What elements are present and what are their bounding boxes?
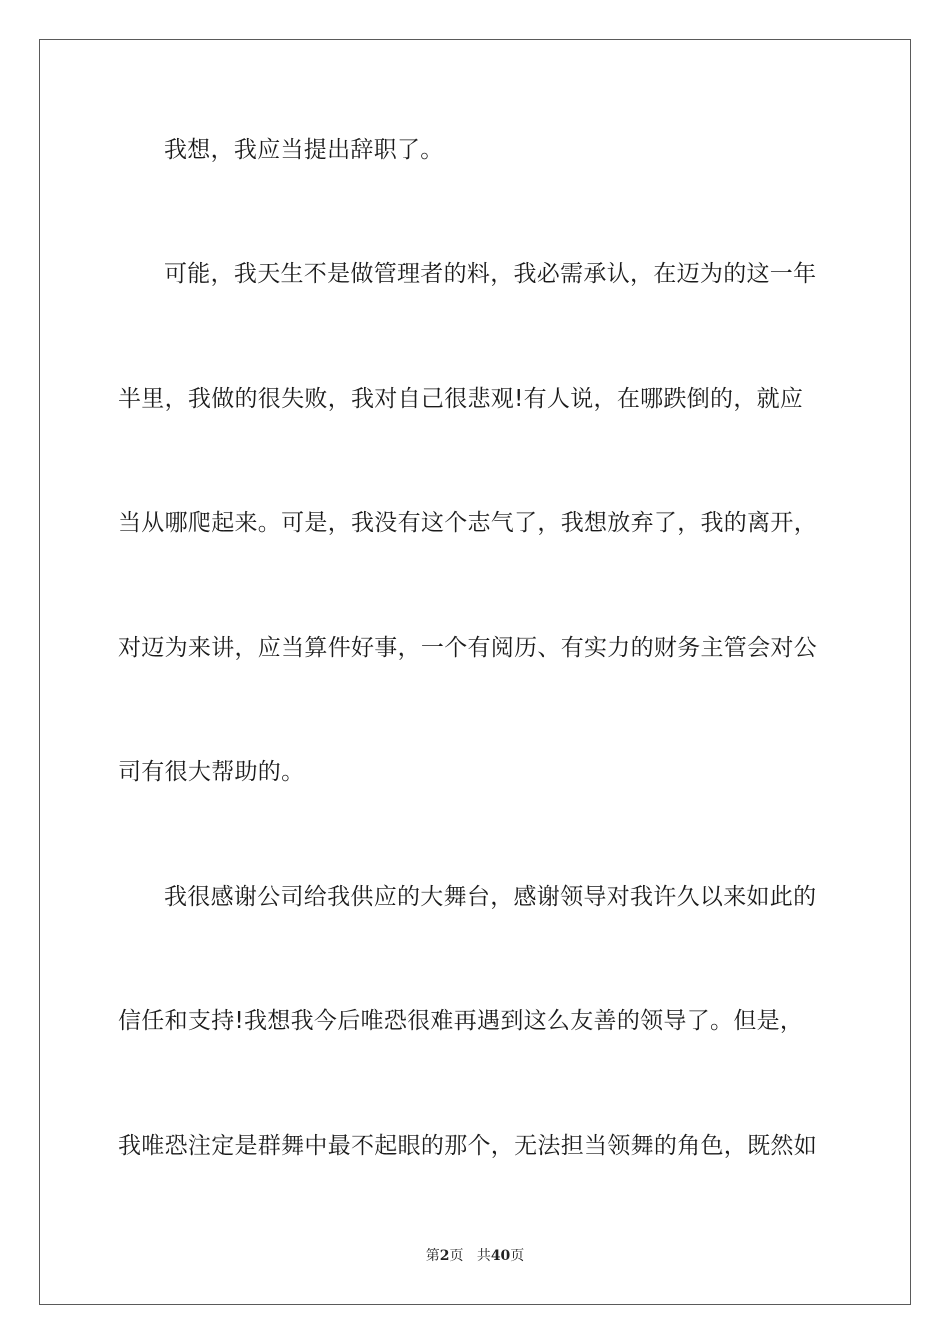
page-number: 2 <box>439 1248 450 1264</box>
page-border <box>39 39 911 1305</box>
paragraph-line: 我想，我应当提出辞职了。 <box>164 137 444 163</box>
paragraph-line: 当从哪爬起来。可是，我没有这个志气了，我想放弃了，我的离开， <box>118 510 817 536</box>
paragraph-line: 信任和支持!我想我今后唯恐很难再遇到这么友善的领导了。但是， <box>118 1008 804 1034</box>
paragraph-line: 我唯恐注定是群舞中最不起眼的那个，无法担当领舞的角色，既然如 <box>118 1133 817 1159</box>
total-pages: 40 <box>490 1248 511 1264</box>
page-footer <box>0 1246 950 1266</box>
total-suffix: 页 <box>510 1248 525 1264</box>
page-suffix: 页 <box>449 1248 464 1264</box>
paragraph-line: 司有很大帮助的。 <box>118 759 305 785</box>
paragraph-line: 半里，我做的很失败，我对自己很悲观!有人说，在哪跌倒的，就应 <box>118 386 804 412</box>
paragraph-line: 对迈为来讲，应当算件好事，一个有阅历、有实力的财务主管会对公 <box>118 635 817 661</box>
paragraph-line: 可能，我天生不是做管理者的料，我必需承认，在迈为的这一年 <box>164 261 817 287</box>
total-prefix: 共 <box>476 1248 491 1264</box>
page-prefix: 第 <box>425 1248 440 1264</box>
paragraph-line: 我很感谢公司给我供应的大舞台，感谢领导对我许久以来如此的 <box>164 884 817 910</box>
